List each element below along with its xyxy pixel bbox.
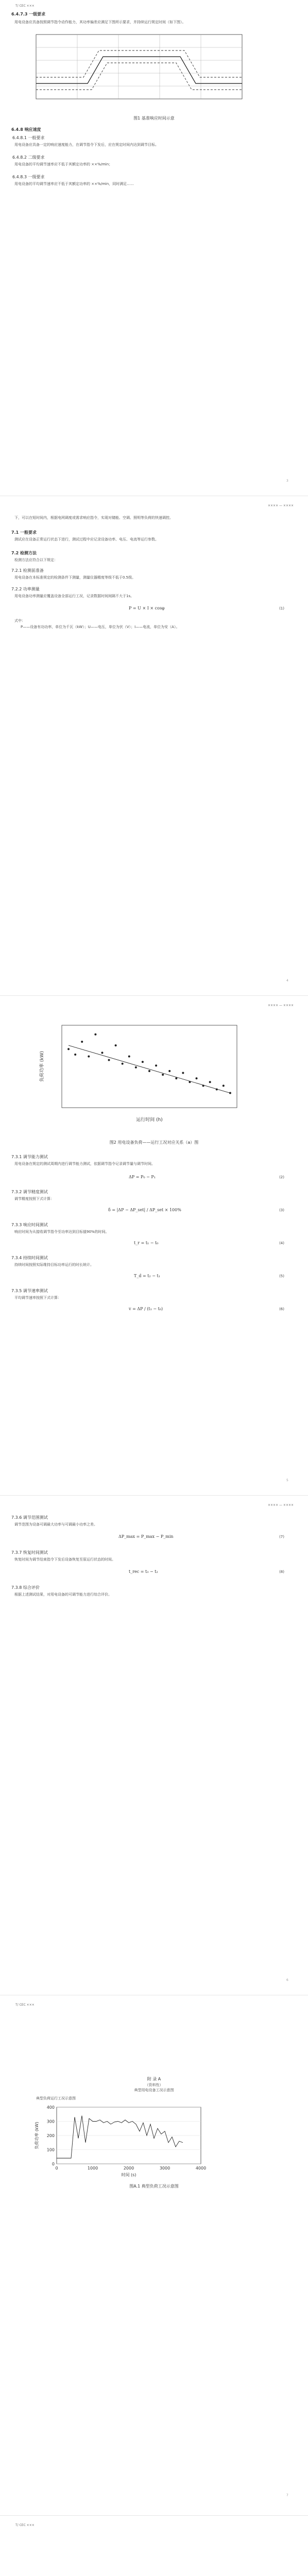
chart-a1-x-tick-label: 4000 [195,2166,207,2171]
page-divider [0,1495,308,1496]
equation: T_d = t₂ − t₁ [134,1274,160,1278]
annex-subtitle: 典型负荷运行工况示意图 [36,2096,76,2100]
section-title: 7.3.3 响应时间测试 [11,1223,48,1227]
section-title: 7.3.5 调节速率测试 [11,1289,48,1293]
chart-a1-y-tick-label: 300 [46,2119,55,2124]
page-number: 5 [286,1479,288,1482]
chart-a1-series-line [57,2116,183,2159]
paragraph: 用电设备应具备一定的响应速度能力，在调节指令下发后，应在规定时间内达到调节目标。 [14,143,159,147]
data-point [94,1033,96,1036]
equation-number: (2) [279,1175,284,1179]
data-point [168,1070,170,1072]
equation: t_r = t₁ − t₀ [134,1241,159,1245]
x-axis-label: 运行时间 (h) [136,1117,163,1123]
chart-a1-x-tick-label: 2000 [123,2166,134,2171]
page-number: 3 [286,479,288,483]
figure-1 [26,32,247,109]
page-header-right: ×××× — ×××× [268,1503,294,1507]
page-4 [0,1499,308,1994]
page-divider [0,995,308,996]
data-point [88,1055,90,1057]
equation-number: (7) [279,1535,284,1539]
paragraph: P——设备有功功率，单位为千瓦（kW）；U——电压，单位为伏（V）；I——电流，单位为安（A）。 [21,625,180,629]
scatter-chart [31,1020,247,1133]
section-title: 7.3.4 持续时间测试 [11,1256,48,1260]
section-title: 7.3.7 恢复时间测试 [11,1550,48,1555]
data-point [142,1061,144,1063]
annex-label: 附 录 A [147,2077,161,2081]
data-point [209,1081,211,1083]
figure-2 [31,1020,247,1133]
section-title: 7.3.2 调节精度测试 [11,1190,48,1194]
line-chart-a1 [31,2102,288,2179]
page-header-left: T/ CEC ××× [15,2523,35,2527]
page-2 [0,500,308,994]
data-point [122,1063,124,1065]
paragraph: 下，可以在短时间内，根据电网调度或需求响应指令，实现对储能、空调、照明等负荷的快速调控。 [14,516,173,520]
section-title: 7.3.6 调节范围测试 [11,1515,48,1520]
data-point [81,1041,83,1043]
data-point [155,1064,157,1066]
section-title: 6.4.7.3 一级要求 [11,12,46,16]
chart-a1-x-axis-label: 时间 (s) [121,2173,136,2177]
data-point [175,1077,177,1079]
paragraph: 用电设备应具备按照调节指令动作能力，其功率偏差应满足下图所示要求，并持续运行规定时间（如下图）。 [14,20,186,24]
figure-caption: 图1 基准响应时间示意 [133,116,175,121]
page-header-right: ×××× — ×××× [268,504,294,507]
equation: δ = |ΔP − ΔP_set| / ΔP_set × 100% [108,1208,181,1212]
section-title: 7.1 一般要求 [11,530,37,535]
chart-a1-y-tick-label: 100 [46,2147,55,2153]
paragraph: 恢复时间为调节结束指令下发后设备恢复至原运行状态的时间。 [14,1557,115,1562]
data-point [162,1074,164,1076]
page-header-left: T/ CEC ××× [15,2003,35,2007]
paragraph: 持续时间按照实际维持目标功率运行的时长统计。 [14,1263,94,1267]
paragraph: 测试应在设备正常运行状态下进行，测试过程中应记录设备功率、电压、电流等运行参数。 [14,537,159,541]
page-divider [0,2515,308,2516]
equation: v = ΔP / (t₁ − t₀) [129,1307,163,1311]
data-point [128,1055,130,1057]
paragraph: 用电设备在本标准规定的检测条件下测量，测量仪器精度等级不低于0.5级。 [14,575,136,580]
equation-number: (1) [279,606,284,611]
response-schematic [26,32,247,109]
equation-number: (3) [279,1208,284,1212]
chart-a1-y-tick-label: 0 [52,2162,55,2166]
data-point [74,1054,76,1056]
annex-name: 典型用电设备工况示意图 [134,2088,174,2092]
page-5 [0,1999,308,2514]
paragraph: 响应时间为从接收调节指令至功率达到目标值90%的时间。 [14,1230,109,1234]
equation: t_rec = t₃ − t₂ [129,1569,158,1574]
figure-caption: 图2 用电设备负荷——运行工况对应关系（a）图 [109,1140,199,1145]
annex-kind: （资料性） [145,2083,163,2087]
data-point [101,1052,103,1054]
chart-a1-x-tick-label: 0 [55,2166,58,2171]
chart-a1-y-tick-label: 400 [46,2105,55,2110]
figure-caption: 图A.1 典型负荷工况示意图 [129,2184,179,2189]
y-axis-label: 负荷功率 (kW) [40,1051,45,1082]
paragraph: 根据上述测试结果，对用电设备的可调节能力进行综合评价。 [14,1592,112,1597]
section-title: 7.2.2 功率测量 [11,587,40,591]
chart-a1-x-tick-label: 3000 [159,2166,170,2171]
page-number: 7 [286,2494,288,2497]
paragraph: 调节范围为设备可调最大功率与可调最小功率之差。 [14,1522,97,1527]
page-number: 6 [286,1978,288,1982]
page-header-right: ×××× — ×××× [268,1004,294,1007]
data-point [196,1077,198,1079]
section-title: 6.4.8.1 一般要求 [12,135,45,140]
page-number: 4 [286,979,288,982]
page-header-left: T/ CEC ××× [15,4,35,8]
data-point [108,1059,110,1061]
data-point [135,1066,137,1069]
equation-number: (5) [279,1274,284,1278]
equation: P = U × I × cosφ [129,606,165,611]
section-title: 6.4.8.3 一级要求 [12,175,45,179]
page-6 [0,2519,308,2576]
trend-line [69,1045,230,1093]
section-title: 7.2 检测方法 [11,551,37,555]
chart-a1-x-tick-label: 1000 [87,2166,98,2171]
equation-number: (6) [279,1307,284,1311]
data-point [115,1044,117,1046]
paragraph: 平均调节速率按照下式计算： [14,1296,61,1300]
figure-a1 [31,2102,288,2179]
where-label: 式中： [14,619,25,623]
equation-number: (8) [279,1570,284,1574]
plot-frame [62,1025,237,1108]
data-point [223,1084,225,1087]
data-point [182,1072,184,1074]
page-3 [0,999,308,1494]
section-title: 7.2.1 检测前准备 [11,568,44,573]
paragraph: 用电设备功率测量应覆盖设备全部运行工况，记录数据时间间隔不大于1s。 [14,594,134,598]
paragraph: 用电设备的平均调节速率应不低于其额定功率的 ××%/min； [14,162,113,166]
page-1 [0,0,308,495]
chart-a1-y-axis-label: 负荷功率 (kW) [35,2122,39,2149]
section-title: 6.4.8 响应速度 [11,127,41,132]
equation-number: (4) [279,1241,284,1245]
paragraph: 调节精度按照下式计算： [14,1197,54,1201]
data-point [148,1070,150,1072]
paragraph: 检测方法应符合以下规定： [14,558,58,562]
section-title: 7.3.1 调节能力测试 [11,1155,48,1159]
equation: ΔP = P₀ − P₁ [129,1175,156,1179]
chart-a1-y-tick-label: 200 [46,2133,55,2138]
section-title: 7.3.8 综合评价 [11,1585,40,1590]
data-point [67,1048,70,1050]
paragraph: 用电设备的平均调节速率应不低于其额定功率的 ××%/min，同时满足…… [14,182,134,186]
paragraph: 用电设备在规定的测试周期内进行调节能力测试，依据调节指令记录调节量与调节时间。 [14,1162,155,1166]
section-title: 6.4.8.2 二级要求 [12,155,45,160]
equation: ΔP_max = P_max − P_min [118,1534,174,1539]
